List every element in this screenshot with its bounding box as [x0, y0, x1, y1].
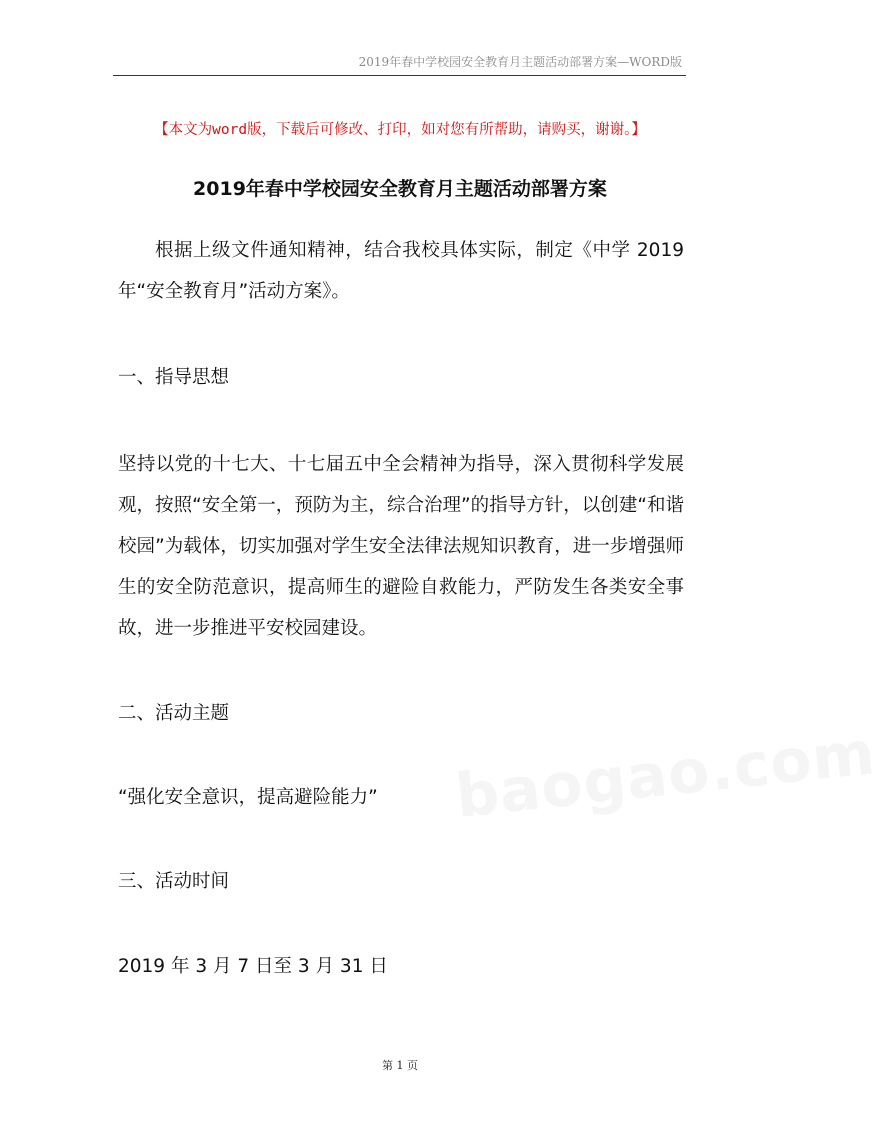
section-heading-activity-time: 三、活动时间 [118, 871, 230, 892]
page-number: 第 1 页 [382, 1059, 418, 1072]
section-heading-activity-theme: 二、活动主题 [118, 703, 230, 724]
running-header: 2019年春中学校园安全教育月主题活动部署方案—WORD版 [358, 55, 682, 69]
watermark: baogao.com [452, 718, 879, 832]
intro-paragraph: 根据上级文件通知精神，结合我校具体实际，制定《中学 2019年“安全教育月”活动方案》。 [118, 240, 684, 302]
header-divider [113, 75, 686, 76]
purchase-notice: 【本文为word版，下载后可修改、打印，如对您有所帮助，请购买，谢谢。】 [154, 122, 646, 138]
document-title: 2019年春中学校园安全教育月主题活动部署方案 [193, 178, 607, 200]
section-paragraph-activity-time: 2019 年 3 月 7 日至 3 月 31 日 [118, 956, 388, 977]
section-paragraph-guiding-ideology: 坚持以党的十七大、十七届五中全会精神为指导，深入贯彻科学发展观，按照“安全第一，预防为主，综合治理”的指导方针，以创建“和谐校园”为载体，切实加强对学生安全法律法规知识教育，进一步增强师生的安全防范意识，提高师生的避险自救能力，严防发生各类安全事故，进一步推进平安校园建设。 [118, 454, 684, 639]
section-heading-guiding-ideology: 一、指导思想 [118, 367, 230, 388]
section-paragraph-activity-theme: “强化安全意识，提高避险能力” [118, 787, 378, 808]
